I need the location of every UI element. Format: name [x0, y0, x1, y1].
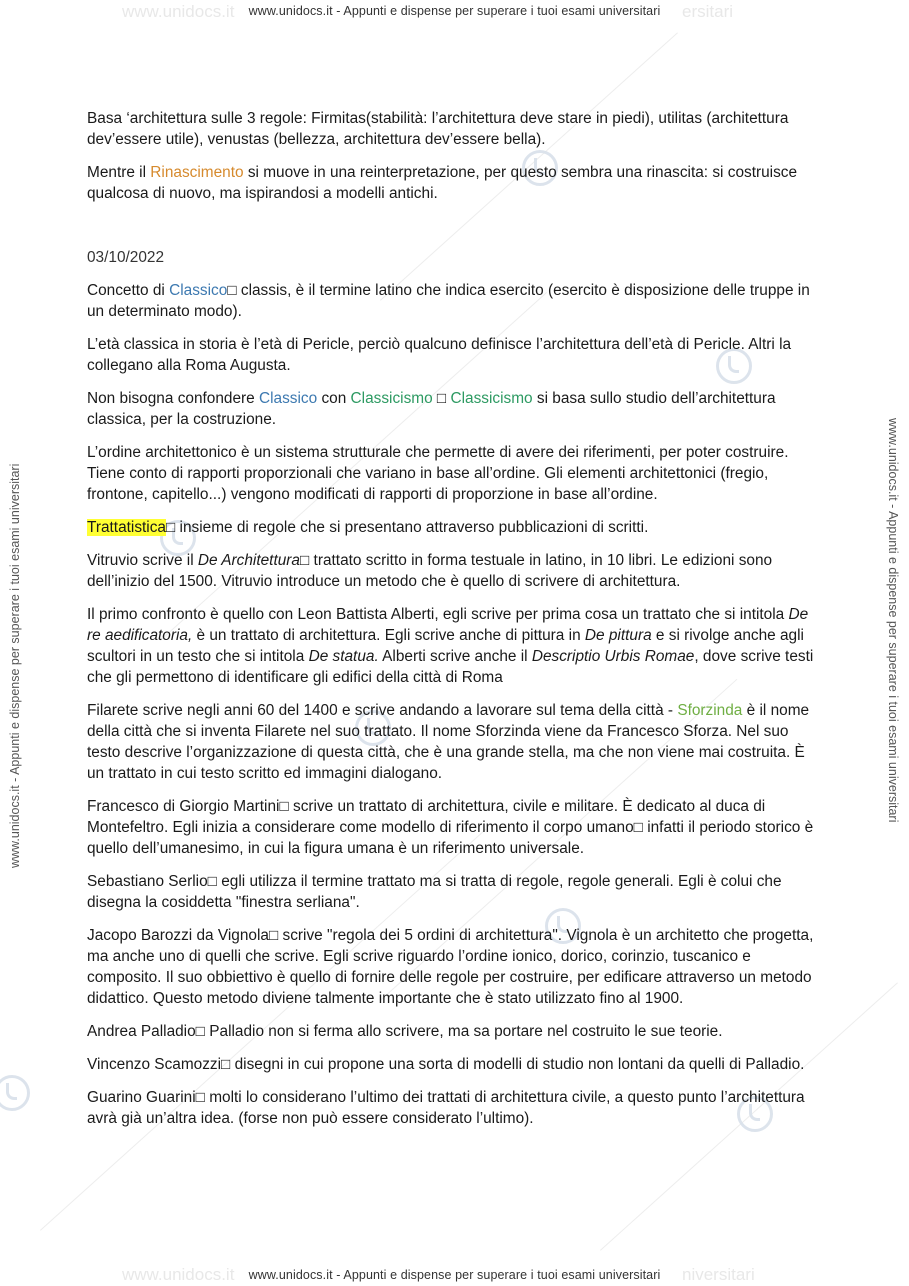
- highlight-term: Classico: [259, 390, 318, 407]
- highlight-term: Rinascimento: [150, 164, 244, 181]
- left-side-banner: www.unidocs.it - Appunti e dispense per superare i tuoi esami universitari: [8, 463, 22, 868]
- paragraph: Filarete scrive negli anni 60 del 1400 e scrive andando a lavorare sul tema della città - Sforzinda è il nome della città che si inventa Filarete nel suo trattato. Il nome Sforzinda viene da Francesco Sforza. Nel suo testo descrive l’organizzazione di questa città, che è una grande stella, ma che non viene mai costruita. È un trattato in cui testo scritto ed immagini dialogano.: [87, 702, 810, 782]
- right-side-banner: www.unidocs.it - Appunti e dispense per superare i tuoi esami universitari: [886, 418, 900, 823]
- highlighted-term: Trattatistica: [87, 519, 166, 536]
- paragraph: Francesco di Giorgio Martini□ scrive un trattato di architettura, civile e militare. È dedicato al duca di Montefeltro. Egli inizia a considerare come modello di riferimento il corpo umano□ infatti il periodo storico è quello dell’umanesimo, in cui la figura umana è un riferimento universale.: [87, 798, 814, 857]
- paragraph: L’età classica in storia è l’età di Pericle, perciò qualcuno definisce l’architettura dell’età di Pericle. Altri la collegano alla Roma Augusta.: [87, 336, 792, 374]
- watermark-text: www.unidocs.it: [122, 2, 235, 21]
- watermark-text: ersitari: [682, 2, 734, 21]
- header-banner: www.unidocs.it - Appunti e dispense per superare i tuoi esami universitari: [248, 4, 661, 18]
- paragraph: Jacopo Barozzi da Vignola□ scrive "regola dei 5 ordini di architettura". Vignola è un architetto che progetta, ma anche uno di quelli che scrive. Egli scrive riguardo l’ordine ionico, dorico, corinzio, tuscanico e composito. Il suo obbiettivo è quello di fornire delle regole per costruire, per edificare attraverso un metodo didattico. Questo metodo diviene talmente importante che è stato utilizzato fino al 1900.: [87, 927, 814, 1007]
- highlight-term: Classicismo: [350, 390, 433, 407]
- paragraph: Trattatistica□ insieme di regole che si presentano attraverso pubblicazioni di scritti.: [87, 519, 649, 536]
- paragraph: Sebastiano Serlio□ egli utilizza il termine trattato ma si tratta di regole, regole generali. Egli è colui che disegna la cosiddetta "finestra serliana".: [87, 873, 782, 911]
- paragraph: Vitruvio scrive il De Architettura□ trattato scritto in forma testuale in latino, in 10 libri. Le edizioni sono dell’inizio del 1500. Vitruvio introduce un metodo che è quello di scrivere di architettura.: [87, 552, 773, 590]
- document-body: [87, 108, 822, 1141]
- highlight-term: Classicismo: [450, 390, 533, 407]
- highlight-term: Classico: [169, 282, 228, 299]
- watermark-logo-icon: [0, 1075, 30, 1111]
- paragraph: Vincenzo Scamozzi□ disegni in cui propone una sorta di modelli di studio non lontani da quelli di Palladio.: [87, 1056, 805, 1073]
- paragraph: L’ordine architettonico è un sistema strutturale che permette di avere dei riferimenti, per poter costruire. Tiene conto di rapporti proporzionali che variano in base all’ordine. Gli elementi architettonici (fregio, frontone, capitello...) vengono modificati di rapporti di proporzione in base all’ordine.: [87, 444, 789, 503]
- highlight-term: Sforzinda: [677, 702, 743, 719]
- paragraph: Concetto di Classico□ classis, è il termine latino che indica esercito (esercito è disposizione delle truppe in un determinato modo).: [87, 282, 810, 320]
- date-heading: 03/10/2022: [87, 249, 165, 266]
- paragraph: Basa ‘architettura sulle 3 regole: Firmitas(stabilità: l’architettura deve stare in piedi), utilitas (architettura dev’essere utile), venustas (bellezza, architettura dev’essere bella).: [87, 110, 789, 148]
- paragraph: Mentre il Rinascimento si muove in una reinterpretazione, per questo sembra una rinascita: si costruisce qualcosa di nuovo, ma ispirandosi a modelli antichi.: [87, 164, 798, 202]
- paragraph: Non bisogna confondere Classico con Classicismo □ Classicismo si basa sullo studio dell’architettura classica, per la costruzione.: [87, 390, 776, 428]
- watermark-text: www.unidocs.it: [122, 1265, 235, 1284]
- footer-banner: www.unidocs.it - Appunti e dispense per superare i tuoi esami universitari: [248, 1268, 661, 1282]
- paragraph: Andrea Palladio□ Palladio non si ferma allo scrivere, ma sa portare nel costruito le sue teorie.: [87, 1023, 723, 1040]
- watermark-text: niversitari: [682, 1265, 755, 1284]
- paragraph: Guarino Guarini□ molti lo considerano l’ultimo dei trattati di architettura civile, a questo punto l’architettura avrà già un’altra idea. (forse non può essere considerato l’ultimo).: [87, 1089, 805, 1127]
- paragraph: Il primo confronto è quello con Leon Battista Alberti, egli scrive per prima cosa un trattato che si intitola De re aedificatoria, è un trattato di architettura. Egli scrive anche di pittura in De pittura e si rivolge anche agli scultori in un testo che si intitola De statua. Alberti scrive anche il Descriptio Urbis Romae, dove scrive testi che gli permettono di identificare gli edifici della città di Roma: [87, 606, 814, 686]
